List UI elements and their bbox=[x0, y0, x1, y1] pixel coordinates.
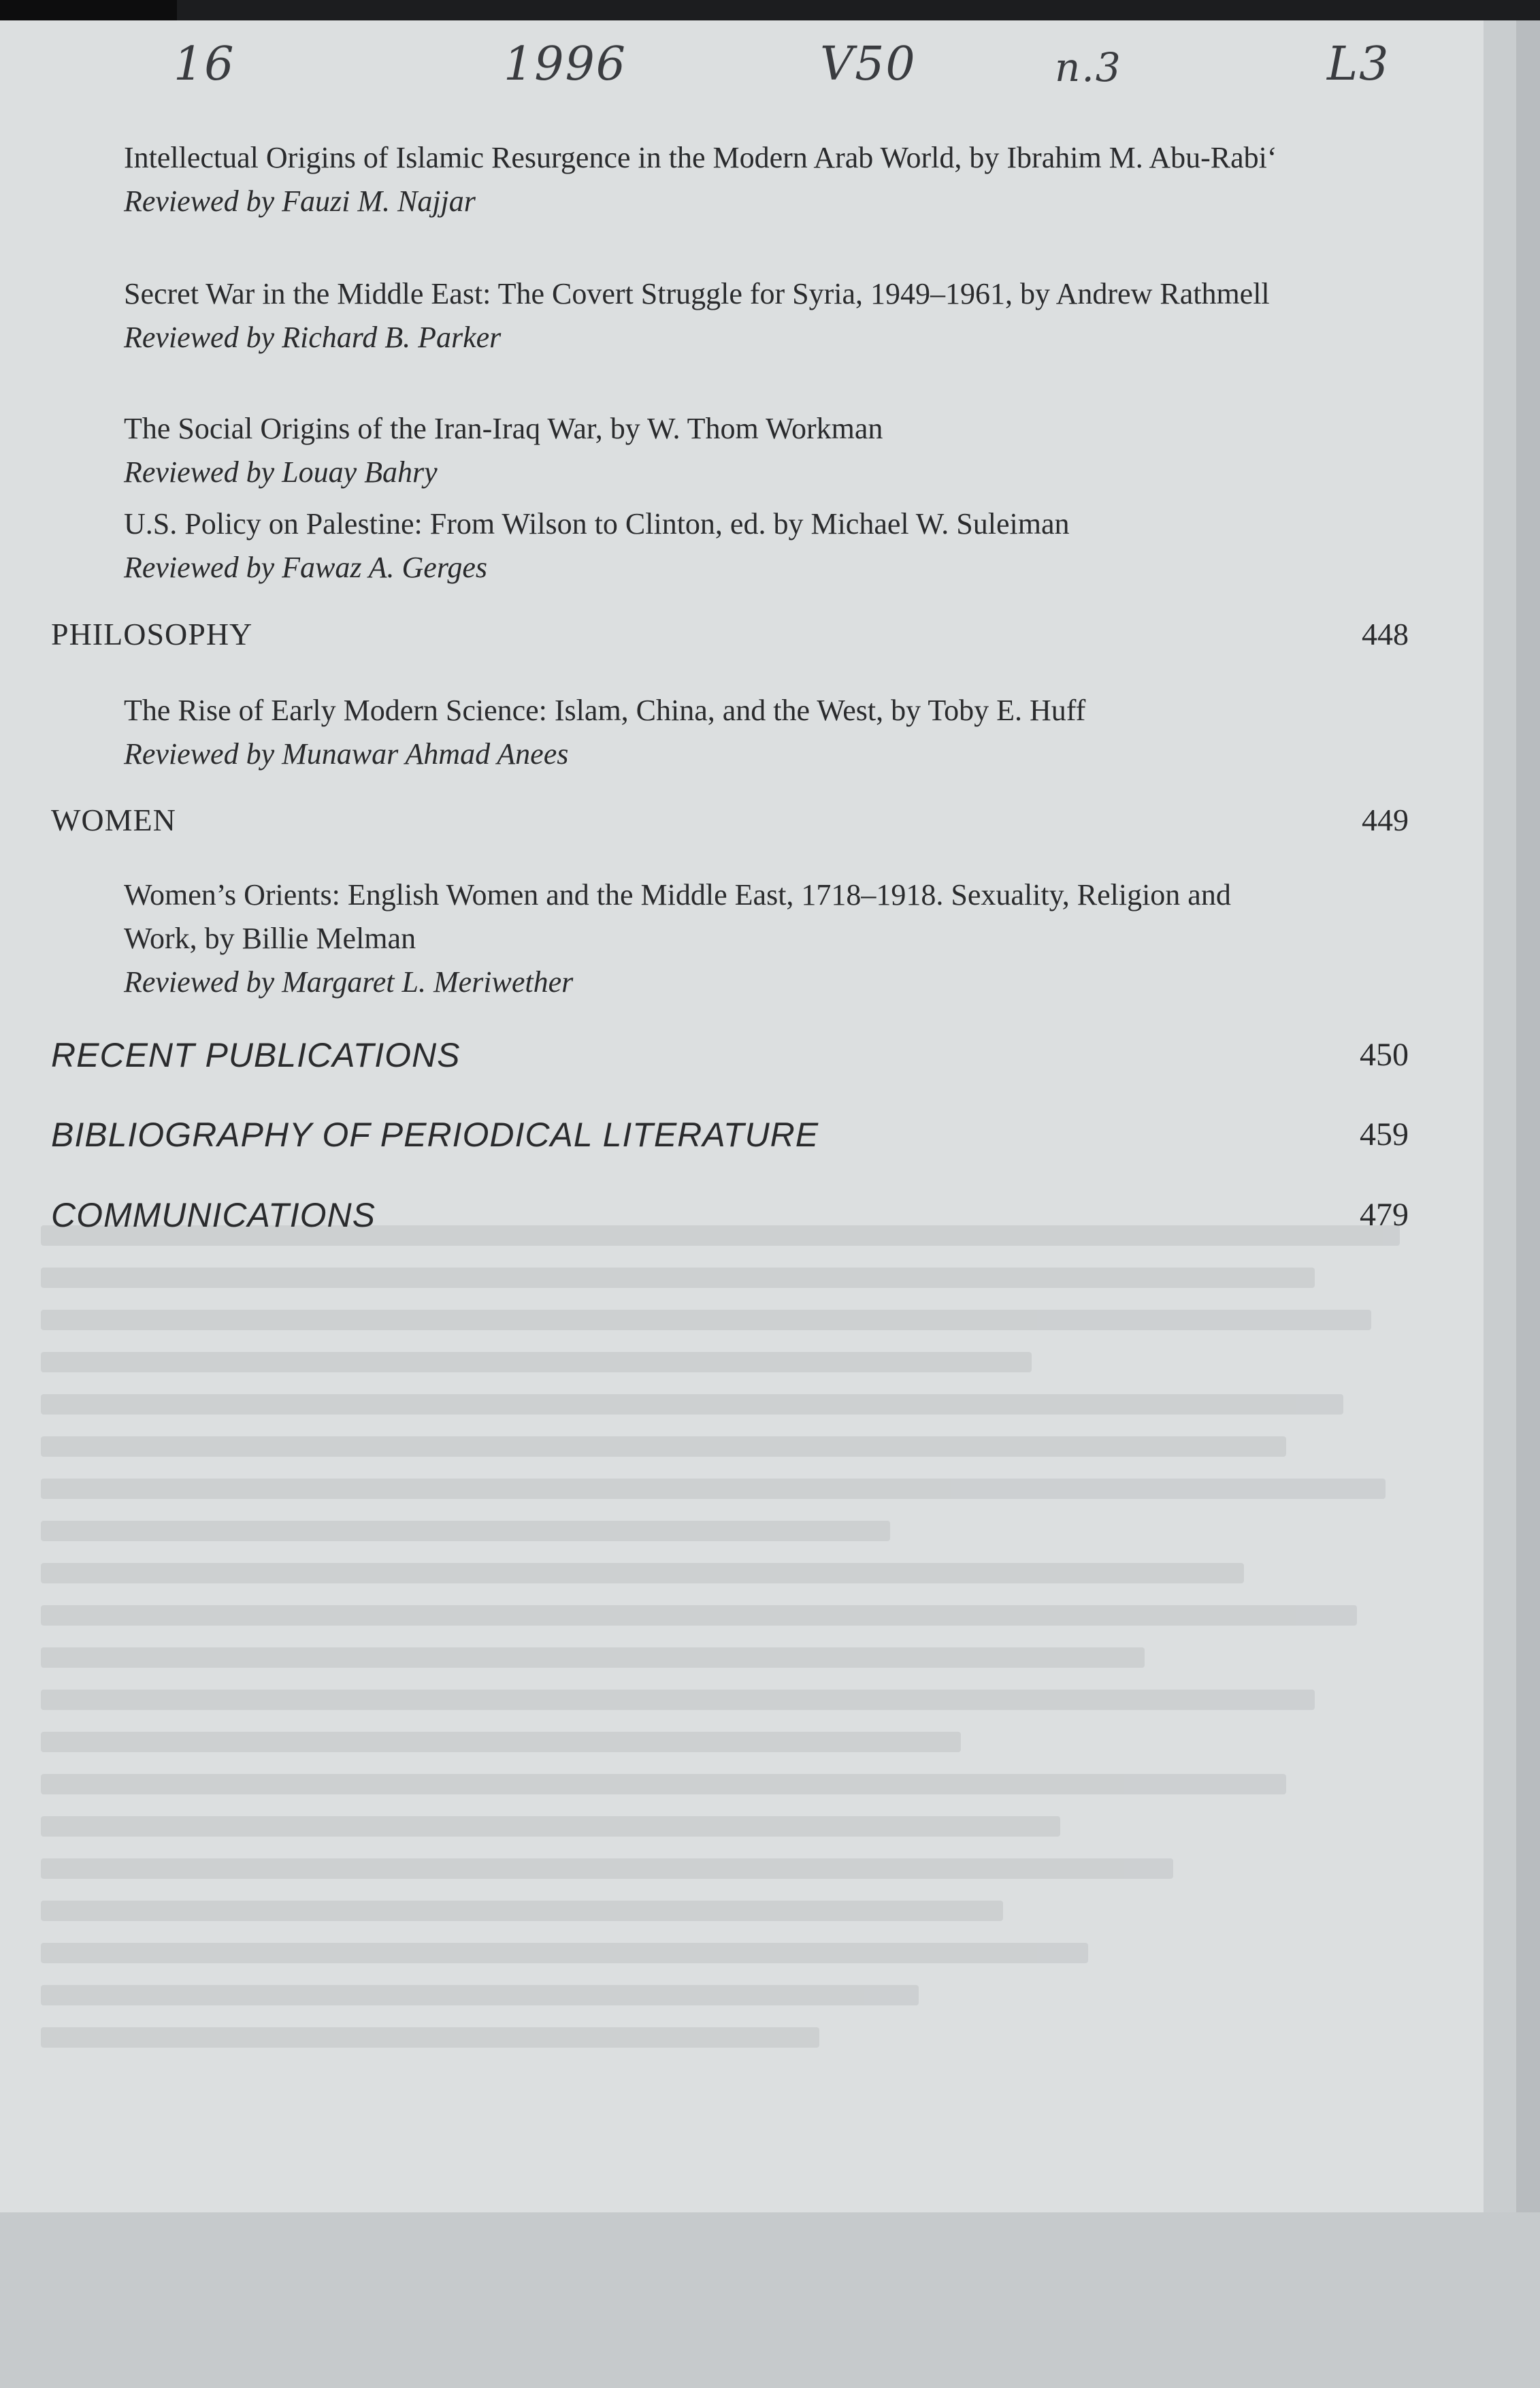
handwritten-volume-mark: 16 bbox=[174, 37, 235, 91]
page-edge-shadow bbox=[1516, 20, 1540, 2388]
review-reviewer: Reviewed by Munawar Ahmad Anees bbox=[124, 737, 569, 771]
section-label: WOMEN bbox=[51, 803, 176, 837]
review-title: Women’s Orients: English Women and the Middle East, 1718–1918. Sexuality, Religion and Work, by Billie Melman bbox=[124, 878, 1231, 955]
show-through-text bbox=[41, 1225, 1456, 2246]
review-title: The Social Origins of the Iran-Iraq War, by W. Thom Workman bbox=[124, 412, 883, 445]
section-label: PHILOSOPHY bbox=[51, 617, 253, 651]
section-label: RECENT PUBLICATIONS bbox=[51, 1036, 461, 1074]
handwritten-vol: V50 bbox=[820, 37, 917, 91]
handwritten-ref: L3 bbox=[1327, 37, 1390, 91]
review-entry bbox=[124, 407, 1281, 494]
review-reviewer: Reviewed by Fawaz A. Gerges bbox=[124, 551, 487, 584]
section-page-number: 459 bbox=[1360, 1116, 1409, 1152]
review-reviewer: Reviewed by Richard B. Parker bbox=[124, 321, 502, 354]
review-title: Intellectual Origins of Islamic Resurgence in the Modern Arab World, by Ibrahim M. Abu-Rabi‘ bbox=[124, 141, 1277, 174]
scan-top-edge bbox=[0, 0, 1540, 20]
review-reviewer: Reviewed by Fauzi M. Najjar bbox=[124, 184, 476, 218]
review-entry bbox=[124, 689, 1281, 776]
scan-dark-corner bbox=[0, 0, 177, 20]
review-entry bbox=[124, 272, 1281, 359]
review-title: U.S. Policy on Palestine: From Wilson to Clinton, ed. by Michael W. Suleiman bbox=[124, 507, 1070, 540]
handwritten-year: 1996 bbox=[504, 37, 627, 91]
section-page-number: 479 bbox=[1360, 1197, 1409, 1233]
review-entry bbox=[124, 873, 1281, 1004]
review-reviewer: Reviewed by Margaret L. Meriwether bbox=[124, 965, 574, 999]
review-entry bbox=[124, 136, 1281, 223]
review-title: The Rise of Early Modern Science: Islam, China, and the West, by Toby E. Huff bbox=[124, 694, 1086, 727]
handwritten-number: n.3 bbox=[1055, 44, 1122, 91]
review-entry bbox=[124, 502, 1281, 590]
review-title: Secret War in the Middle East: The Covert Struggle for Syria, 1949–1961, by Andrew Rathmell bbox=[124, 277, 1270, 310]
section-page-number: 448 bbox=[1362, 617, 1409, 651]
section-page-number: 450 bbox=[1360, 1037, 1409, 1073]
section-label: COMMUNICATIONS bbox=[51, 1196, 376, 1234]
section-page-number: 449 bbox=[1362, 803, 1409, 837]
section-label: BIBLIOGRAPHY OF PERIODICAL LITERATURE bbox=[51, 1116, 819, 1154]
review-reviewer: Reviewed by Louay Bahry bbox=[124, 455, 438, 489]
